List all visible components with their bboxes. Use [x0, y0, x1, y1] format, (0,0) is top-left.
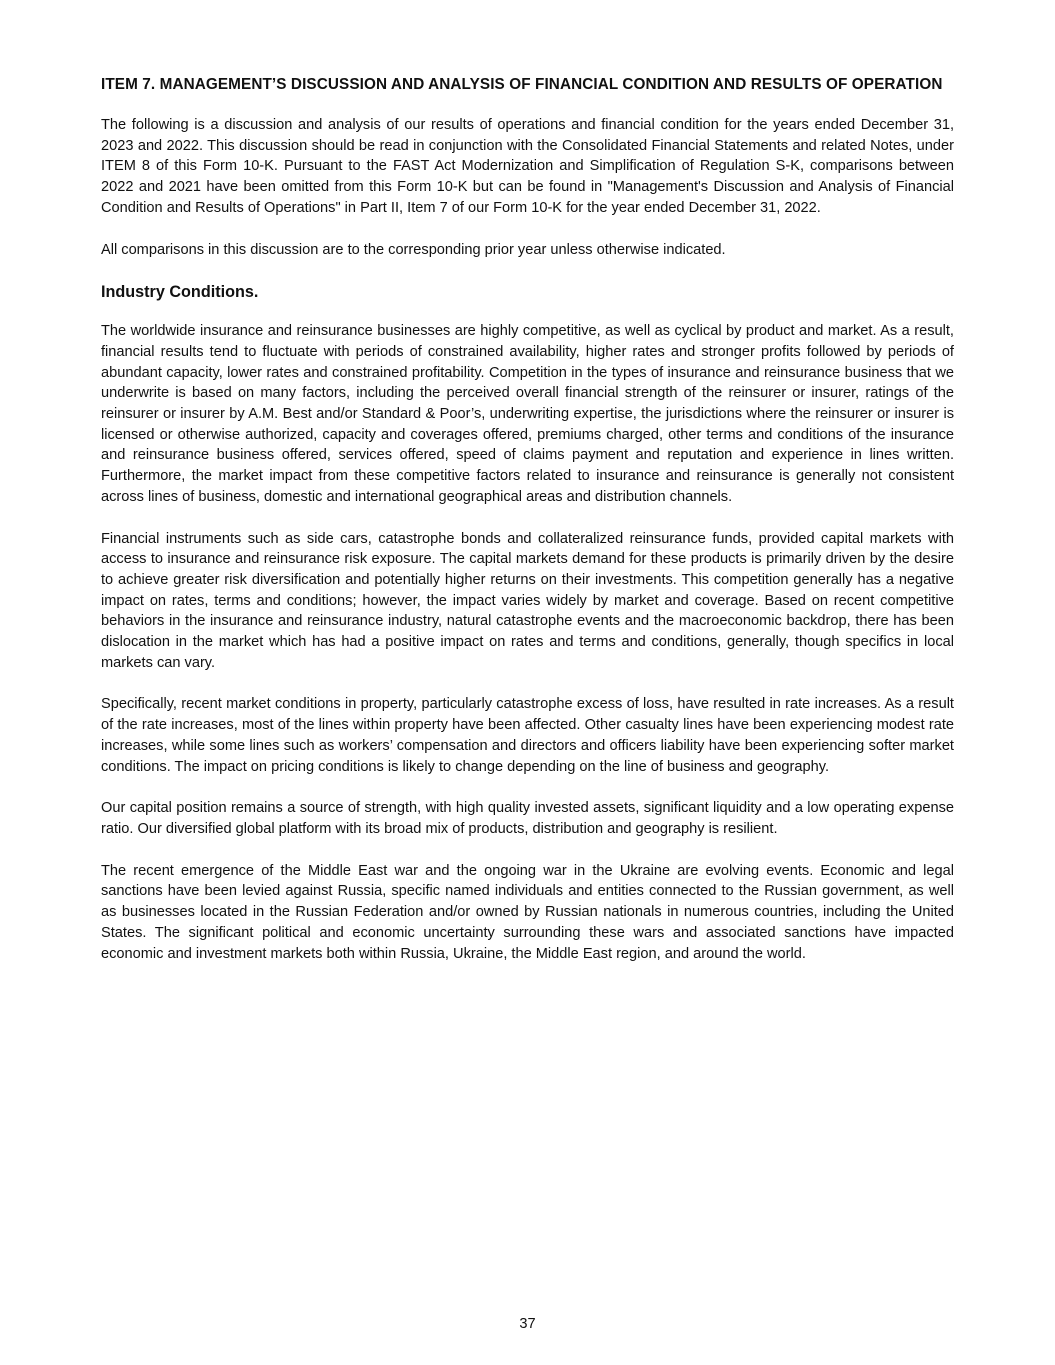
industry-paragraph-1: The worldwide insurance and reinsurance businesses are highly competitive, as well as cyclical by product and market. As a result, financial results tend to fluctuate with periods of constrained availability, higher rates and stronger profits followed by periods of abundant capacity, lower rates and constrained profitability. Competition in the types of insurance and reinsurance business that we underwrite is based on many factors, including the perceived overall financial strength of the reinsurer or insurer, ratings of the reinsurer or insurer by A.M. Best and/or Standard & Poor’s, underwriting expertise, the jurisdictions where the reinsurer or insurer is licensed or otherwise authorized, capacity and coverages offered, premiums charged, other terms and conditions of the insurance and reinsurance business offered, services offered, speed of claims payment and reputation and experience in lines written. Furthermore, the market impact from these competitive factors related to insurance and reinsurance is generally not consistent across lines of business, domestic and international geographical areas and distribution channels. — [101, 323, 954, 505]
item-heading: ITEM 7. MANAGEMENT’S DISCUSSION AND ANALYSIS OF FINANCIAL CONDITION AND RESULTS OF OPERATION — [101, 76, 943, 93]
intro-paragraph-1: The following is a discussion and analysis of our results of operations and financial condition for the years ended December 31, 2023 and 2022. This discussion should be read in conjunction with the Consolidated Financial Statements and related Notes, under ITEM 8 of this Form 10-K. Pursuant to the FAST Act Modernization and Simplification of Regulation S-K, comparisons between 2022 and 2021 have been omitted from this Form 10-K but can be found in "Management's Discussion and Analysis of Financial Condition and Results of Operations" in Part II, Item 7 of our Form 10-K for the year ended December 31, 2022. — [101, 117, 954, 216]
page-number: 37 — [519, 1316, 536, 1332]
section-heading-industry-conditions: Industry Conditions. — [101, 283, 259, 302]
document-page — [101, 74, 954, 985]
industry-paragraph-5: The recent emergence of the Middle East war and the ongoing war in the Ukraine are evolving events. Economic and legal sanctions have been levied against Russia, specific named individuals and entities connected to the Russian government, as well as businesses located in the Russian Federation and/or owned by Russian nationals in numerous countries, including the United States. The significant political and economic uncertainty surrounding these wars and associated sanctions have impacted economic and investment markets both within Russia, Ukraine, the Middle East region, and around the world. — [101, 862, 954, 962]
industry-paragraph-4: Our capital position remains a source of strength, with high quality invested assets, significant liquidity and a low operating expense ratio. Our diversified global platform with its broad mix of products, distribution and geography is resilient. — [101, 800, 954, 837]
industry-paragraph-2: Financial instruments such as side cars, catastrophe bonds and collateralized reinsurance funds, provided capital markets with access to insurance and reinsurance risk exposure. The capital markets demand for these products is primarily driven by the desire to achieve greater risk diversification and potentially higher returns on their investments. This competition generally has a negative impact on rates, terms and conditions; however, the impact varies widely by market and coverage. Based on recent competitive behaviors in the insurance and reinsurance industry, natural catastrophe events and the macroeconomic backdrop, there has been dislocation in the market which has had a positive impact on rates and terms and conditions, generally, though specifics in local markets can vary. — [101, 530, 954, 671]
industry-paragraph-3: Specifically, recent market conditions in property, particularly catastrophe excess of loss, have resulted in rate increases. As a result of the rate increases, most of the lines within property have been affected. Other casualty lines have been experiencing modest rate increases, while some lines such as workers’ compensation and directors and officers liability have been experiencing softer market conditions. The impact on pricing conditions is likely to change depending on the line of business and geography. — [101, 696, 954, 775]
intro-paragraph-2: All comparisons in this discussion are to the corresponding prior year unless otherwise indicated. — [101, 241, 726, 258]
